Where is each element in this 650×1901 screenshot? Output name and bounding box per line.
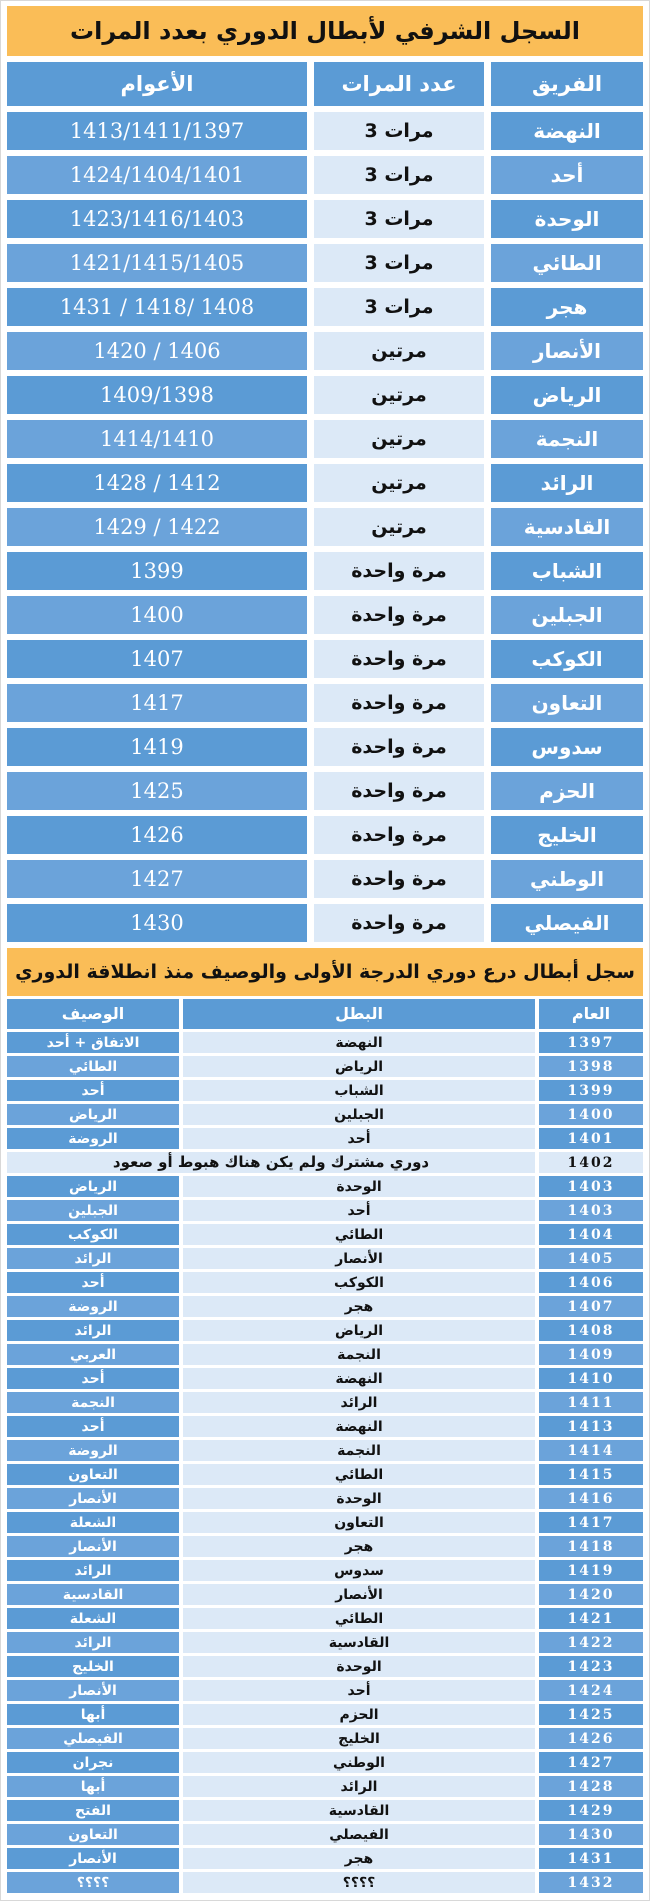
years-cell: 1427 [7, 860, 307, 898]
champion-cell: الجبلين [183, 1104, 535, 1125]
runnerup-cell: الرائد [7, 1560, 179, 1581]
champion-cell: النهضة [183, 1032, 535, 1053]
champion-cell: الفيصلي [183, 1824, 535, 1845]
champion-cell: الأنصار [183, 1584, 535, 1605]
champion-cell: الوحدة [183, 1656, 535, 1677]
year-cell: 1398 [539, 1056, 643, 1077]
champion-cell: النهضة [183, 1416, 535, 1437]
runnerup-cell: التعاون [7, 1464, 179, 1485]
champion-cell: الكوكب [183, 1272, 535, 1293]
runnerup-cell: الكوكب [7, 1224, 179, 1245]
year-cell: 1432 [539, 1872, 643, 1893]
champion-column-header: البطل [183, 999, 535, 1029]
years-cell: 1419 [7, 728, 307, 766]
runnerup-cell: أحد [7, 1416, 179, 1437]
runnerup-cell: الطائي [7, 1056, 179, 1077]
team-cell: الجبلين [491, 596, 643, 634]
years-cell: 1400 [7, 596, 307, 634]
years-cell: 1421/1415/1405 [7, 244, 307, 282]
year-cell: 1408 [539, 1320, 643, 1341]
year-cell: 1399 [539, 1080, 643, 1101]
times-cell: مرة واحدة [314, 596, 484, 634]
year-cell: 1411 [539, 1392, 643, 1413]
champion-cell: هجر [183, 1536, 535, 1557]
runnerup-cell: الرائد [7, 1320, 179, 1341]
times-cell: 3 مرات [314, 200, 484, 238]
year-cell: 1402 [539, 1152, 643, 1173]
champion-cell: الشباب [183, 1080, 535, 1101]
champion-cell: الوحدة [183, 1176, 535, 1197]
runnerup-cell: الشعلة [7, 1512, 179, 1533]
team-cell: الأنصار [491, 332, 643, 370]
merged-note-cell: دوري مشترك ولم يكن هناك هبوط أو صعود [7, 1152, 535, 1173]
years-cell: 1426 [7, 816, 307, 854]
runnerup-cell: الروضة [7, 1128, 179, 1149]
team-cell: الوطني [491, 860, 643, 898]
runnerup-cell: الفتح [7, 1800, 179, 1821]
champion-cell: الرياض [183, 1320, 535, 1341]
year-cell: 1410 [539, 1368, 643, 1389]
champion-cell: هجر [183, 1848, 535, 1869]
runnerup-cell: النجمة [7, 1392, 179, 1413]
year-cell: 1406 [539, 1272, 643, 1293]
runnerup-cell: الرائد [7, 1248, 179, 1269]
year-cell: 1405 [539, 1248, 643, 1269]
years-cell: 1424/1404/1401 [7, 156, 307, 194]
times-cell: مرة واحدة [314, 552, 484, 590]
year-cell: 1400 [539, 1104, 643, 1125]
champion-cell: أحد [183, 1680, 535, 1701]
honor-table [7, 62, 643, 942]
champions-table-title: سجل أبطال درع دوري الدرجة الأولى والوصيف منذ انطلاقة الدوري [7, 948, 643, 996]
times-cell: 3 مرات [314, 112, 484, 150]
years-cell: 1428 / 1412 [7, 464, 307, 502]
years-cell: 1409/1398 [7, 376, 307, 414]
times-column-header: عدد المرات [314, 62, 484, 106]
champion-cell: الوحدة [183, 1488, 535, 1509]
year-cell: 1409 [539, 1344, 643, 1365]
times-cell: مرة واحدة [314, 684, 484, 722]
runnerup-cell: الأنصار [7, 1680, 179, 1701]
year-cell: 1417 [539, 1512, 643, 1533]
year-cell: 1423 [539, 1656, 643, 1677]
years-cell: 1431 / 1418/ 1408 [7, 288, 307, 326]
champion-cell: التعاون [183, 1512, 535, 1533]
years-cell: 1407 [7, 640, 307, 678]
champion-cell: النهضة [183, 1368, 535, 1389]
times-cell: مرة واحدة [314, 904, 484, 942]
runnerup-cell: أبها [7, 1704, 179, 1725]
times-cell: 3 مرات [314, 244, 484, 282]
runnerup-cell: ؟؟؟؟ [7, 1872, 179, 1893]
runnerup-cell: الخليج [7, 1656, 179, 1677]
champion-cell: الأنصار [183, 1248, 535, 1269]
years-cell: 1425 [7, 772, 307, 810]
year-cell: 1414 [539, 1440, 643, 1461]
times-cell: مرة واحدة [314, 816, 484, 854]
year-cell: 1416 [539, 1488, 643, 1509]
runnerup-column-header: الوصيف [7, 999, 179, 1029]
runnerup-cell: الأنصار [7, 1488, 179, 1509]
runnerup-cell: التعاون [7, 1824, 179, 1845]
year-cell: 1421 [539, 1608, 643, 1629]
year-cell: 1403 [539, 1200, 643, 1221]
team-cell: الحزم [491, 772, 643, 810]
runnerup-cell: أبها [7, 1776, 179, 1797]
year-cell: 1404 [539, 1224, 643, 1245]
runnerup-cell: الرياض [7, 1176, 179, 1197]
years-cell: 1429 / 1422 [7, 508, 307, 546]
year-cell: 1397 [539, 1032, 643, 1053]
year-cell: 1407 [539, 1296, 643, 1317]
team-cell: الخليج [491, 816, 643, 854]
year-cell: 1430 [539, 1824, 643, 1845]
honor-table-title: السجل الشرفي لأبطال الدوري بعدد المرات [7, 6, 643, 56]
years-cell: 1399 [7, 552, 307, 590]
years-cell: 1414/1410 [7, 420, 307, 458]
year-cell: 1415 [539, 1464, 643, 1485]
year-cell: 1422 [539, 1632, 643, 1653]
champion-cell: الرائد [183, 1392, 535, 1413]
runnerup-cell: الأنصار [7, 1536, 179, 1557]
year-cell: 1420 [539, 1584, 643, 1605]
times-cell: 3 مرات [314, 156, 484, 194]
runnerup-cell: القادسية [7, 1584, 179, 1605]
team-cell: الرائد [491, 464, 643, 502]
runnerup-cell: أحد [7, 1368, 179, 1389]
runnerup-cell: الرائد [7, 1632, 179, 1653]
champion-cell: ؟؟؟؟ [183, 1872, 535, 1893]
year-cell: 1426 [539, 1728, 643, 1749]
years-cell: 1413/1411/1397 [7, 112, 307, 150]
runnerup-cell: الاتفاق + أحد [7, 1032, 179, 1053]
champion-cell: الخليج [183, 1728, 535, 1749]
champion-cell: الطائي [183, 1464, 535, 1485]
runnerup-cell: الروضة [7, 1440, 179, 1461]
team-cell: الوحدة [491, 200, 643, 238]
runnerup-cell: أحد [7, 1080, 179, 1101]
champions-table [7, 999, 643, 1893]
year-cell: 1401 [539, 1128, 643, 1149]
years-cell: 1420 / 1406 [7, 332, 307, 370]
times-cell: مرتين [314, 508, 484, 546]
years-cell: 1417 [7, 684, 307, 722]
champion-cell: هجر [183, 1296, 535, 1317]
runnerup-cell: الروضة [7, 1296, 179, 1317]
team-cell: النهضة [491, 112, 643, 150]
champion-cell: الطائي [183, 1224, 535, 1245]
champion-cell: القادسية [183, 1800, 535, 1821]
champion-cell: الطائي [183, 1608, 535, 1629]
times-cell: مرة واحدة [314, 860, 484, 898]
champion-cell: أحد [183, 1200, 535, 1221]
year-cell: 1429 [539, 1800, 643, 1821]
team-cell: الكوكب [491, 640, 643, 678]
team-cell: القادسية [491, 508, 643, 546]
team-cell: النجمة [491, 420, 643, 458]
team-cell: الشباب [491, 552, 643, 590]
champion-cell: الرائد [183, 1776, 535, 1797]
team-cell: الرياض [491, 376, 643, 414]
runnerup-cell: أحد [7, 1272, 179, 1293]
year-column-header: العام [539, 999, 643, 1029]
runnerup-cell: العربي [7, 1344, 179, 1365]
times-cell: مرتين [314, 376, 484, 414]
runnerup-cell: الرياض [7, 1104, 179, 1125]
team-cell: التعاون [491, 684, 643, 722]
times-cell: مرة واحدة [314, 640, 484, 678]
year-cell: 1418 [539, 1536, 643, 1557]
champion-cell: القادسية [183, 1632, 535, 1653]
years-cell: 1423/1416/1403 [7, 200, 307, 238]
year-cell: 1428 [539, 1776, 643, 1797]
year-cell: 1403 [539, 1176, 643, 1197]
champion-cell: النجمة [183, 1344, 535, 1365]
champion-cell: الرياض [183, 1056, 535, 1077]
team-cell: الفيصلي [491, 904, 643, 942]
team-column-header: الفريق [491, 62, 643, 106]
times-cell: مرتين [314, 464, 484, 502]
year-cell: 1427 [539, 1752, 643, 1773]
team-cell: الطائي [491, 244, 643, 282]
year-cell: 1425 [539, 1704, 643, 1725]
times-cell: مرة واحدة [314, 772, 484, 810]
champion-cell: سدوس [183, 1560, 535, 1581]
runnerup-cell: الشعلة [7, 1608, 179, 1629]
times-cell: مرة واحدة [314, 728, 484, 766]
champion-cell: أحد [183, 1128, 535, 1149]
team-cell: هجر [491, 288, 643, 326]
times-cell: 3 مرات [314, 288, 484, 326]
runnerup-cell: نجران [7, 1752, 179, 1773]
runnerup-cell: الفيصلي [7, 1728, 179, 1749]
times-cell: مرتين [314, 332, 484, 370]
year-cell: 1424 [539, 1680, 643, 1701]
year-cell: 1413 [539, 1416, 643, 1437]
years-column-header: الأعوام [7, 62, 307, 106]
runnerup-cell: الأنصار [7, 1848, 179, 1869]
team-cell: أحد [491, 156, 643, 194]
years-cell: 1430 [7, 904, 307, 942]
champion-cell: النجمة [183, 1440, 535, 1461]
champion-cell: الوطني [183, 1752, 535, 1773]
times-cell: مرتين [314, 420, 484, 458]
team-cell: سدوس [491, 728, 643, 766]
year-cell: 1431 [539, 1848, 643, 1869]
year-cell: 1419 [539, 1560, 643, 1581]
champion-cell: الحزم [183, 1704, 535, 1725]
runnerup-cell: الجبلين [7, 1200, 179, 1221]
